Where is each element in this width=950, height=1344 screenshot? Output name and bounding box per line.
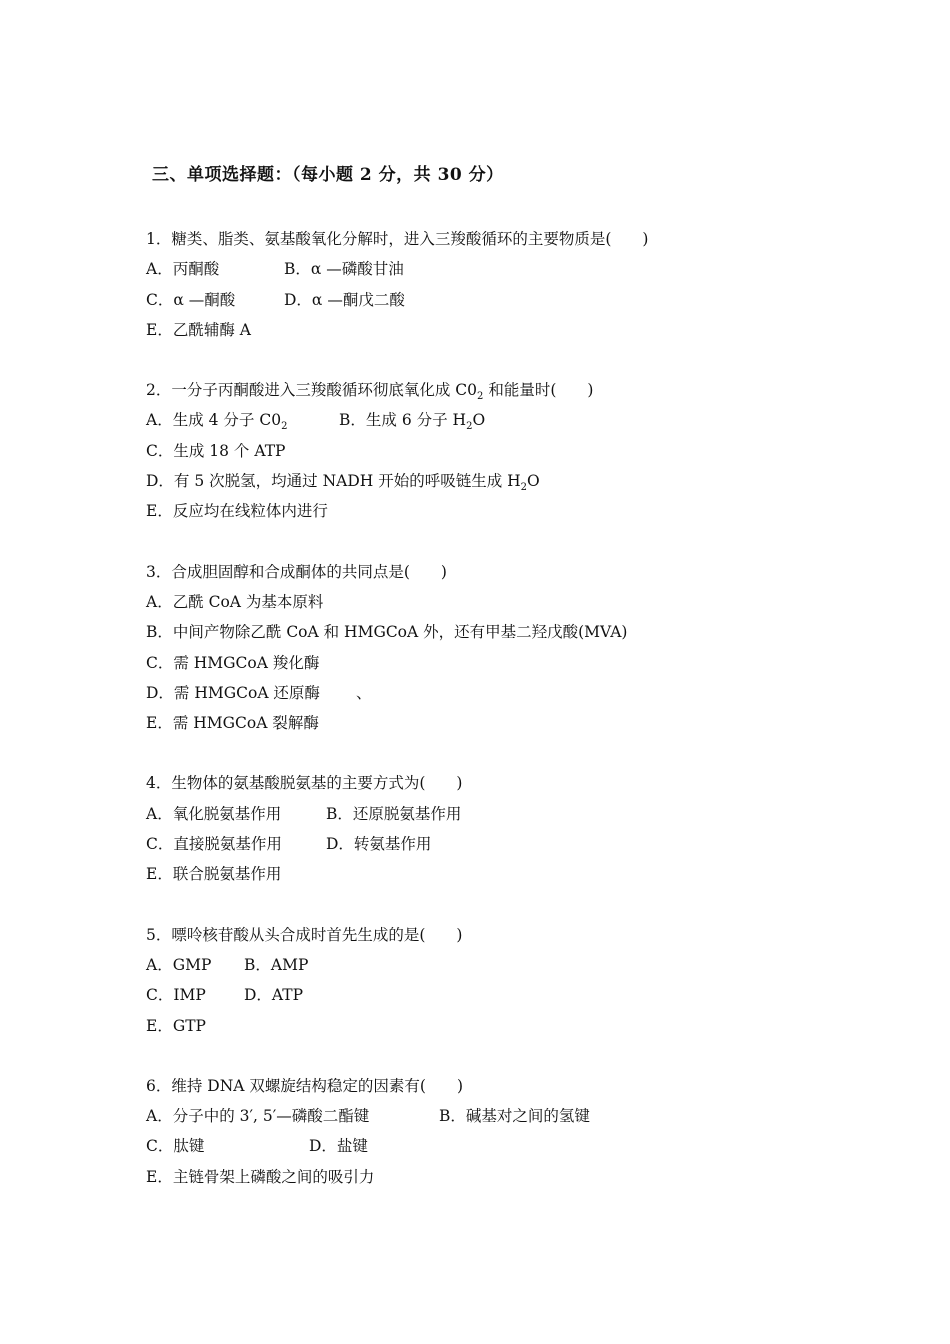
option-line	[146, 496, 906, 526]
option-line	[146, 315, 906, 345]
option-d	[146, 466, 540, 496]
option-e: E．主链骨架上磷酸之间的吸引力	[146, 1167, 375, 1186]
option-line	[146, 678, 906, 708]
option-line	[146, 648, 906, 678]
stem-text: 2．一分子丙酮酸进入三羧酸循环彻底氧化成 C0	[146, 381, 478, 400]
option-e: E．乙酰辅酶 A	[146, 320, 251, 339]
option-c: C．直接脱氨基作用	[146, 835, 282, 854]
option-line	[146, 950, 906, 980]
option-line	[146, 859, 906, 889]
option-a: A．氧化脱氨基作用	[146, 804, 282, 823]
option-a	[146, 405, 339, 435]
option-line	[146, 617, 906, 647]
option-d: D．盐键	[309, 1137, 368, 1156]
stray-mark: 、	[356, 683, 372, 702]
section-title: 三、单项选择题：（每小题 2 分，共 30 分）	[152, 165, 504, 185]
option-line	[146, 1131, 906, 1161]
question-stem	[146, 375, 906, 405]
subscript: 2	[281, 421, 288, 433]
option-line	[146, 285, 906, 315]
question-6	[146, 1071, 906, 1192]
option-b: B．α —磷酸甘油	[284, 260, 404, 279]
question-4	[146, 768, 906, 889]
question-stem: 5．嘌呤核苷酸从头合成时首先生成的是( )	[146, 925, 463, 944]
question-5	[146, 920, 906, 1041]
option-line	[146, 980, 906, 1010]
option-line	[146, 1011, 906, 1041]
option-c: C．生成 18 个 ATP	[146, 441, 286, 460]
option-c: C．肽键	[146, 1137, 205, 1156]
option-b: B．AMP	[244, 955, 309, 974]
question-list	[146, 224, 906, 1222]
option-c: C．IMP	[146, 986, 206, 1005]
option-e: E．GTP	[146, 1016, 206, 1035]
question-stem: 4．生物体的氨基酸脱氨基的主要方式为( )	[146, 774, 463, 793]
subscript: 2	[520, 482, 528, 494]
option-d: D．转氨基作用	[326, 835, 432, 854]
option-e: E．反应均在线粒体内进行	[146, 502, 328, 521]
option-e: E．需 HMGCoA 裂解酶	[146, 714, 319, 733]
option-a: A．分子中的 3′, 5′—磷酸二酯键	[146, 1107, 370, 1126]
question-3	[146, 557, 906, 739]
option-d: D．α —酮戊二酸	[284, 290, 405, 309]
option-c: C．需 HMGCoA 羧化酶	[146, 653, 320, 672]
option-line	[146, 1162, 906, 1192]
option-text: D．有 5 次脱氢，均通过 NADH 开始的呼吸链生成 H	[146, 472, 521, 491]
option-a: A．丙酮酸	[146, 260, 220, 279]
question-1	[146, 224, 906, 345]
option-text: A．生成 4 分子 C0	[146, 411, 282, 430]
option-line	[146, 1101, 906, 1131]
question-stem: 3．合成胆固醇和合成酮体的共同点是( )	[146, 562, 447, 581]
option-text: O	[527, 472, 540, 491]
stem-text: 和能量时( )	[483, 381, 594, 400]
option-line	[146, 708, 906, 738]
subscript: 2	[477, 391, 484, 403]
option-line	[146, 799, 906, 829]
option-line	[146, 466, 906, 496]
option-line	[146, 405, 906, 435]
option-line	[146, 254, 906, 284]
option-b	[339, 405, 485, 435]
option-d: D．ATP	[244, 986, 304, 1005]
option-b: B．碱基对之间的氢键	[439, 1107, 590, 1126]
option-b: B．还原脱氨基作用	[326, 804, 462, 823]
option-b: B．中间产物除乙酰 CoA 和 HMGCoA 外，还有甲基二羟戊酸(MVA)	[146, 623, 628, 642]
subscript: 2	[466, 421, 473, 433]
option-text: B．生成 6 分子 H	[339, 411, 467, 430]
question-2	[146, 375, 906, 526]
option-a: A．乙酰 CoA 为基本原料	[146, 592, 324, 611]
option-d: D．需 HMGCoA 还原酶	[146, 683, 320, 702]
question-stem: 1．糖类、脂类、氨基酸氧化分解时，进入三羧酸循环的主要物质是( )	[146, 230, 649, 248]
option-a: A．GMP	[146, 955, 212, 974]
option-line	[146, 436, 906, 466]
option-c: C．α —酮酸	[146, 290, 236, 309]
question-stem: 6．维持 DNA 双螺旋结构稳定的因素有( )	[146, 1076, 463, 1095]
option-e: E．联合脱氨基作用	[146, 865, 282, 884]
option-line	[146, 587, 906, 617]
option-line	[146, 829, 906, 859]
option-text: O	[472, 411, 486, 430]
